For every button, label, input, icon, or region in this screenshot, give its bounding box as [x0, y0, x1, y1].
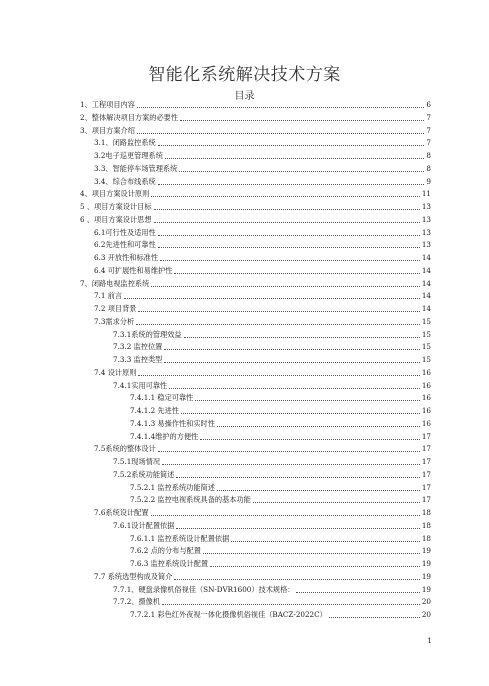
toc-leader-dots — [136, 323, 420, 325]
page-number: 1 — [427, 636, 432, 645]
toc-entry-text: 6.3 开放性和标准性 — [94, 253, 159, 262]
toc-entry-page: 17 — [421, 482, 431, 492]
toc-entry-text: 7.6.1.1 监控系统设计配置依据 — [130, 533, 230, 543]
toc-leader-dots — [217, 489, 420, 491]
toc-entry-page: 15 — [421, 316, 431, 326]
toc-leader-dots — [164, 348, 420, 350]
toc-entry[interactable] — [113, 380, 431, 392]
toc-entry[interactable] — [130, 392, 431, 404]
toc-entry-page: 15 — [421, 329, 431, 339]
toc-entry-page: 19 — [421, 584, 431, 594]
toc-entry[interactable] — [130, 482, 431, 494]
toc-entry-page: 15 — [421, 355, 431, 364]
toc-entry[interactable] — [80, 99, 431, 111]
toc-entry-text: 3.4、综合布线系统 — [94, 176, 156, 186]
toc-leader-dots — [154, 221, 420, 223]
toc-entry-page: 8 — [426, 163, 431, 173]
toc-entry[interactable] — [94, 443, 431, 455]
toc-entry-text: 7.2 项目背景 — [94, 304, 137, 313]
toc-entry-page: 14 — [421, 265, 431, 275]
toc-entry-page: 16 — [421, 406, 431, 415]
toc-entry-page: 11 — [421, 189, 431, 199]
toc-entry-text: 7.3需求分析 — [94, 316, 135, 326]
toc-leader-dots — [176, 527, 419, 529]
toc-leader-dots — [174, 578, 419, 580]
toc-leader-dots — [180, 119, 424, 121]
toc-entry-text: 7.4.1.4维护的方便性 — [130, 431, 199, 441]
toc-entry-text: 7.5.2.1 监控系统功能简述 — [130, 482, 215, 492]
toc-entry[interactable] — [94, 137, 431, 149]
toc-entry-text: 6.2先进性和可靠性 — [94, 240, 156, 250]
toc-leader-dots — [162, 463, 420, 465]
toc-leader-dots — [160, 259, 420, 261]
toc-entry-text: 7.7.2、摄像机 — [113, 597, 161, 607]
toc-entry[interactable] — [113, 520, 431, 532]
toc-entry-text: 7.4.1.1 稳定可靠性 — [130, 393, 194, 403]
toc-entry-text: 7.4.1实用可靠性 — [113, 380, 168, 390]
toc-entry-text: 7.6.1设计配置依据 — [113, 520, 175, 530]
toc-entry-text: 7.3.1系统的管理效益 — [113, 329, 182, 339]
toc-entry-text: 7.6.3 监控系统设计配置 — [130, 559, 209, 568]
toc-entry[interactable] — [113, 329, 431, 341]
toc-entry-page: 18 — [421, 520, 431, 530]
toc-leader-dots — [231, 540, 420, 542]
toc-heading: 目录 — [234, 91, 255, 102]
toc-entry-page: 13 — [421, 202, 431, 211]
toc-entry-text: 7.7.2.1 彩色红外夜视一体化摄像机俗视佳（BACZ-2022C） — [130, 610, 327, 619]
toc-leader-dots — [217, 425, 420, 427]
toc-leader-dots — [200, 438, 420, 440]
toc-leader-dots — [164, 361, 420, 363]
toc-entry[interactable] — [130, 494, 431, 506]
toc-entry[interactable] — [94, 571, 431, 583]
toc-entry-text: 1、工程项目内容 — [80, 100, 135, 109]
toc-entry-page: 16 — [421, 393, 431, 403]
toc-leader-dots — [138, 374, 419, 376]
toc-entry[interactable] — [94, 316, 431, 328]
toc-entry[interactable] — [80, 188, 431, 200]
toc-entry-page: 13 — [421, 240, 431, 250]
toc-entry-page: 17 — [421, 457, 431, 466]
toc-entry-text: 7.4.1.3 易操作性和实时性 — [130, 418, 215, 428]
toc-entry-page: 19 — [421, 571, 431, 581]
toc-entry[interactable] — [94, 303, 431, 315]
toc-entry-page: 16 — [421, 380, 431, 390]
toc-entry-page: 13 — [421, 214, 431, 224]
toc-entry-text: 7、闭路电视监控系统 — [80, 278, 150, 288]
toc-leader-dots — [329, 616, 420, 618]
toc-entry-text: 7.3.3 监控类型 — [113, 355, 163, 364]
toc-leader-dots — [162, 603, 420, 605]
toc-entry[interactable] — [80, 112, 431, 124]
toc-entry-page: 7 — [426, 138, 431, 148]
toc-leader-dots — [151, 514, 420, 516]
toc-leader-dots — [296, 591, 419, 593]
toc-leader-dots — [184, 336, 420, 338]
toc-entry-text: 7.6.2 点的分布与配置 — [130, 546, 201, 556]
toc-entry[interactable] — [113, 469, 431, 481]
toc-entry-page: 18 — [421, 508, 431, 517]
toc-entry[interactable] — [113, 584, 431, 596]
toc-entry[interactable] — [130, 545, 431, 557]
toc-leader-dots — [151, 195, 420, 197]
toc-entry[interactable] — [130, 558, 431, 570]
toc-leader-dots — [181, 412, 420, 414]
toc-entry[interactable] — [113, 456, 431, 468]
toc-leader-dots — [169, 387, 420, 389]
toc-entry-text: 2、整体解决项目方案的必要性 — [80, 112, 179, 122]
toc-entry[interactable] — [94, 176, 431, 188]
toc-entry[interactable] — [94, 290, 431, 302]
toc-leader-dots — [158, 234, 420, 236]
toc-leader-dots — [137, 132, 425, 134]
toc-entry[interactable] — [113, 341, 431, 353]
toc-entry-page: 14 — [421, 291, 431, 301]
toc-entry-page: 18 — [421, 533, 431, 543]
toc-entry-page: 15 — [421, 342, 431, 352]
toc-entry-page: 17 — [421, 495, 431, 505]
toc-entry-page: 17 — [421, 431, 431, 441]
toc-entry-text: 7.5.1现场情况 — [113, 457, 161, 466]
toc-entry[interactable] — [94, 150, 431, 162]
toc-leader-dots — [124, 297, 420, 299]
toc-entry-text: 3.2电子巡更管理系统 — [94, 151, 163, 160]
toc-leader-dots — [158, 183, 425, 185]
toc-entry[interactable] — [80, 125, 431, 137]
toc-entry-page: 16 — [421, 367, 431, 377]
toc-entry[interactable] — [94, 265, 431, 277]
toc-entry-page: 6 — [426, 100, 431, 109]
toc-entry-text: 6.1可行性及适用性 — [94, 227, 156, 237]
toc-entry-page: 16 — [421, 418, 431, 428]
toc-entry[interactable] — [94, 507, 431, 519]
toc-entry-page: 14 — [421, 304, 431, 313]
toc-entry-text: 7.7.1、硬盘录像机俗视佳（SN-DVR1600）技术规格： — [113, 584, 295, 594]
toc-entry[interactable] — [80, 214, 431, 226]
toc-entry-page: 7 — [426, 125, 431, 135]
toc-entry-text: 7.5.2系统功能简述 — [113, 469, 175, 479]
toc-leader-dots — [165, 157, 424, 159]
toc-leader-dots — [174, 272, 419, 274]
toc-leader-dots — [195, 399, 419, 401]
toc-entry-page: 9 — [426, 176, 431, 186]
toc-leader-dots — [137, 106, 425, 108]
toc-entry-text: 3.3、智能停车场管理系统 — [94, 163, 178, 173]
toc-entry[interactable] — [130, 533, 431, 545]
toc-leader-dots — [158, 246, 420, 248]
toc-leader-dots — [253, 501, 420, 503]
toc-entry-text: 6.4 可扩展性和易维护性 — [94, 265, 173, 275]
toc-entry-text: 7.4 设计原则 — [94, 367, 137, 377]
toc-entry[interactable] — [113, 596, 431, 608]
toc-entry-page: 19 — [421, 546, 431, 556]
toc-leader-dots — [154, 208, 420, 210]
toc-leader-dots — [158, 450, 420, 452]
toc-leader-dots — [210, 565, 420, 567]
toc-leader-dots — [151, 285, 420, 287]
toc-entry[interactable] — [94, 227, 431, 239]
toc-entry-page: 20 — [421, 597, 431, 607]
toc-entry-page: 14 — [421, 253, 431, 262]
toc-entry-page: 17 — [421, 469, 431, 479]
toc-entry[interactable] — [94, 163, 431, 175]
toc-leader-dots — [138, 310, 419, 312]
toc-entry-text: 7.5系统的整体设计 — [94, 444, 156, 454]
toc-entry[interactable] — [80, 278, 431, 290]
toc-entry-text: 7.5.2.2 监控电视系统具备的基本功能 — [130, 495, 251, 505]
toc-entry[interactable] — [130, 405, 431, 417]
toc-entry[interactable] — [80, 201, 431, 213]
toc-entry-page: 14 — [421, 278, 431, 288]
toc-leader-dots — [179, 170, 424, 172]
toc-entry-page: 19 — [421, 559, 431, 568]
toc-entry-text: 6 、项目方案设计思想 — [80, 214, 152, 224]
toc-entry-text: 3、项目方案介绍 — [80, 125, 135, 135]
document-title: 智能化系统解决技术方案 — [148, 65, 341, 85]
toc-entry-page: 7 — [426, 112, 431, 122]
toc-entry-page: 20 — [421, 610, 431, 619]
toc-entry[interactable] — [130, 418, 431, 430]
toc-entry-text: 5 、项目方案设计目标 — [80, 202, 152, 211]
toc-entry-page: 13 — [421, 227, 431, 237]
toc-entry[interactable] — [130, 431, 431, 443]
toc-leader-dots — [158, 144, 425, 146]
toc-entry-page: 8 — [426, 151, 431, 160]
toc-entry[interactable] — [94, 239, 431, 251]
toc-leader-dots — [176, 476, 419, 478]
toc-entry-text: 7.1 前言 — [94, 291, 123, 301]
toc-entry-text: 7.7 系统选型构成及简介 — [94, 571, 173, 581]
toc-entry-text: 3.1、闭路监控系统 — [94, 138, 156, 148]
toc-entry[interactable] — [130, 609, 431, 621]
toc-entry-text: 4、项目方案设计原则 — [80, 189, 150, 199]
toc-entry-text: 7.3.2 监控位置 — [113, 342, 163, 352]
toc-entry[interactable] — [113, 354, 431, 366]
toc-entry-text: 7.4.1.2 先进性 — [130, 406, 179, 415]
toc-entry-page: 17 — [421, 444, 431, 454]
toc-entry-text: 7.6系统设计配置 — [94, 508, 149, 517]
toc-entry[interactable] — [94, 252, 431, 264]
toc-leader-dots — [203, 552, 420, 554]
toc-entry[interactable] — [94, 367, 431, 379]
